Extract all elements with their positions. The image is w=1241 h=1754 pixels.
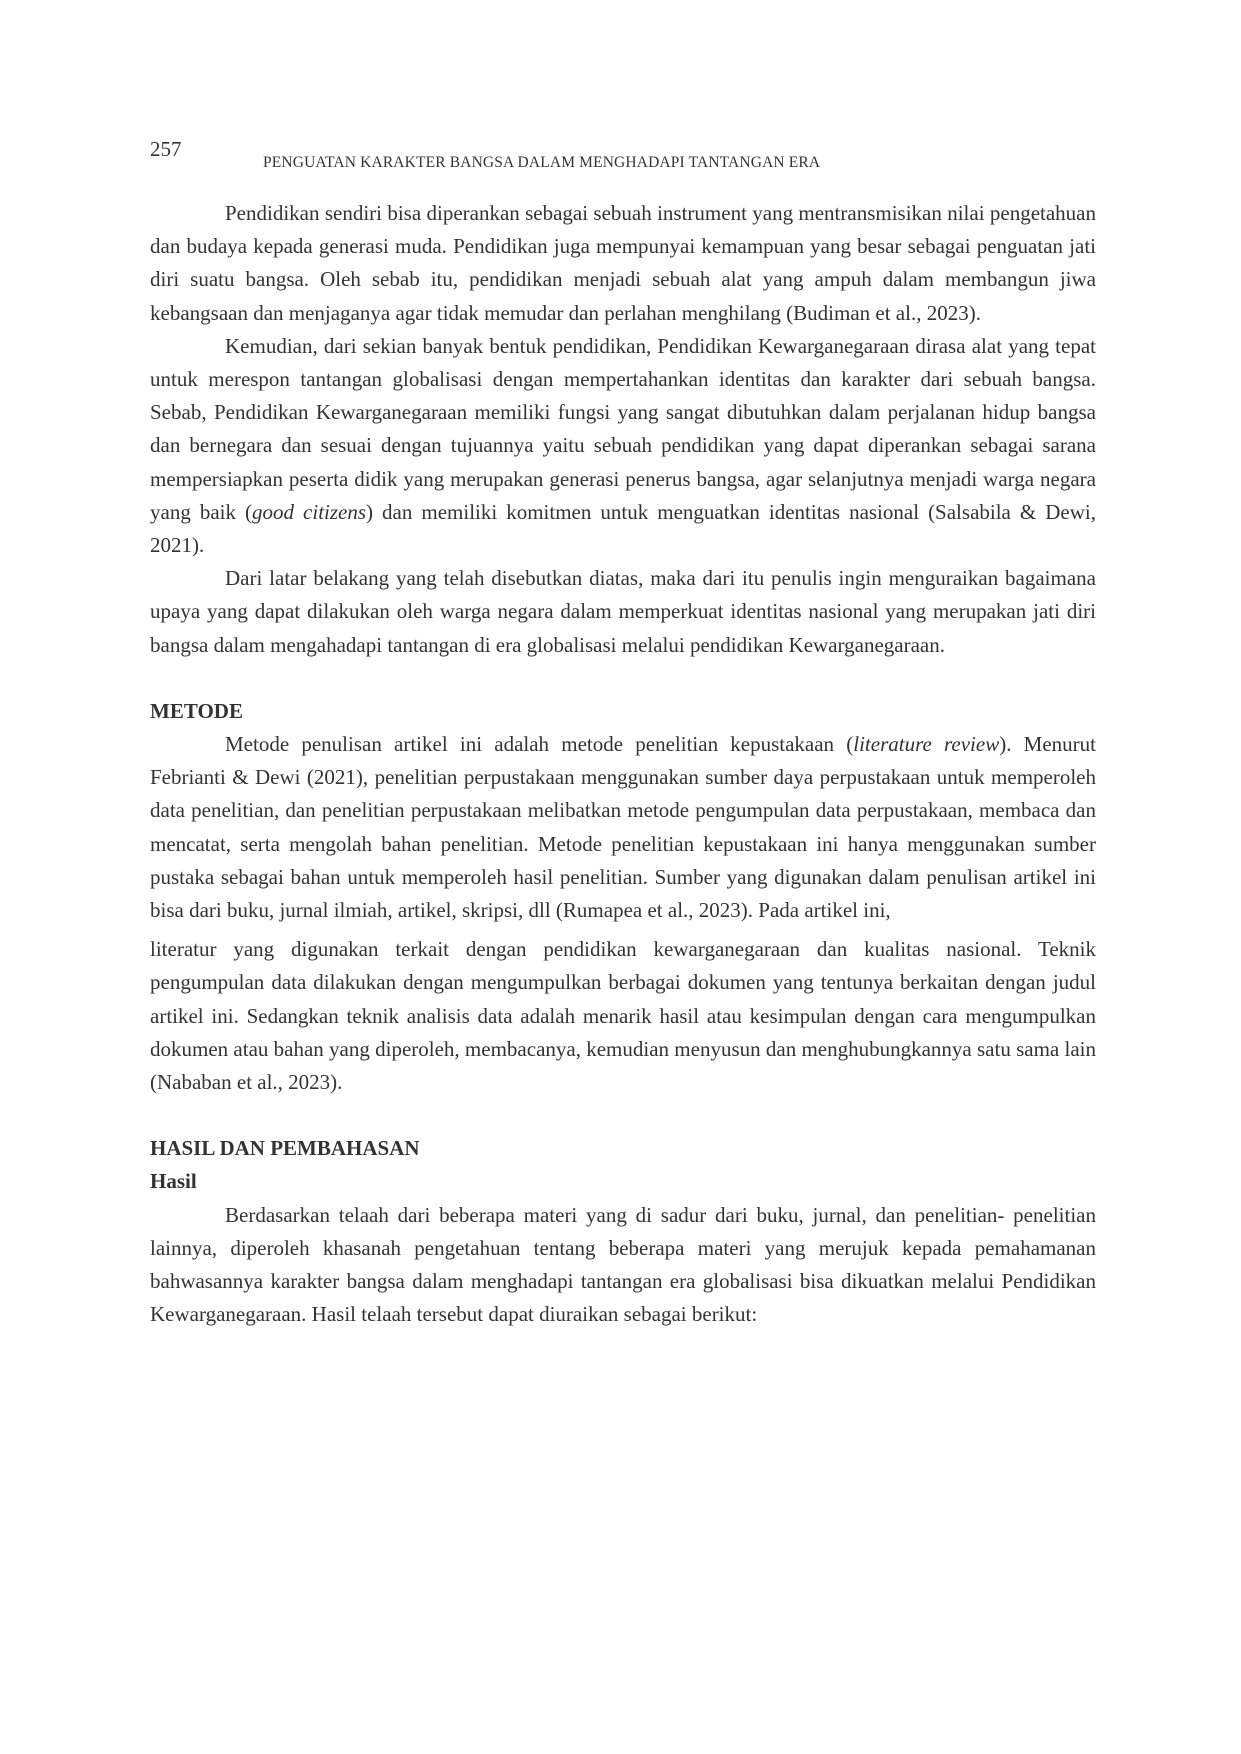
intro-paragraph-3: Dari latar belakang yang telah disebutkan diatas, maka dari itu penulis ingin menguraikan bagaimana upaya yang dapat dilakukan oleh warga negara dalam memperkuat identitas nasional yang merupakan jati diri bangsa dalam mengahadapi tantangan di era globalisasi melalui pendidikan Kewarganegaraan. bbox=[150, 566, 1096, 657]
metode-heading: METODE bbox=[150, 698, 243, 723]
intro-paragraph-2-text-b: ) dan memiliki komitmen untuk menguatkan identitas nasional (Salsabila & Dewi, 2021). bbox=[150, 499, 1096, 558]
metode-paragraph-1-text-b: ). Menurut Febrianti & Dewi (2021), penelitian perpustakaan menggunakan sumber daya perpustakaan untuk memperoleh data penelitian, dan penelitian perpustakaan melibatkan metode pengumpulan data perpustakaan, membaca dan mencatat, serta mengolah bahan penelitian. Metode penelitian kepustakaan ini hanya menggunakan sumber pustaka sebagai bahan untuk memperoleh hasil penelitian. Sumber yang digunakan dalam penulisan artikel ini bisa dari buku, jurnal ilmiah, artikel, skripsi, dll (Rumapea et al., 2023). Pada artikel ini, bbox=[150, 732, 1096, 923]
page-number: 257 bbox=[150, 137, 182, 161]
hasil-paragraph-1: Berdasarkan telaah dari beberapa materi yang di sadur dari buku, jurnal, dan penelitian- penelitian lainnya, diperoleh khasanah pengetahuan tentang beberapa materi yang merujuk kepada pemahamanan bahwasannya karakter bangsa dalam menghadapi tantangan era globalisasi bisa dikuatkan melalui Pendidikan Kewarganegaraan. Hasil telaah tersebut dapat diuraikan sebagai berikut: bbox=[150, 1202, 1096, 1327]
metode-paragraph-1 bbox=[150, 728, 1096, 927]
intro-paragraph-1: Pendidikan sendiri bisa diperankan sebagai sebuah instrument yang mentransmisikan nilai pengetahuan dan budaya kepada generasi muda. Pendidikan juga mempunyai kemampuan yang besar sebagai penguatan jati diri suatu bangsa. Oleh sebab itu, pendidikan menjadi sebuah alat yang ampuh dalam membangun jiwa kebangsaan dan menjaganya agar tidak memudar dan perlahan menghilang (Budiman et al., 2023). bbox=[150, 201, 1096, 325]
page-body bbox=[150, 197, 1096, 1332]
good-citizens-term: good citizens bbox=[252, 499, 367, 524]
running-header: PENGUATAN KARAKTER BANGSA DALAM MENGHADAPI TANTANGAN ERA bbox=[263, 154, 821, 171]
hasil-subheading: Hasil bbox=[150, 1169, 197, 1194]
hasil-pembahasan-heading: HASIL DAN PEMBAHASAN bbox=[150, 1136, 420, 1161]
literature-review-term: literature review bbox=[853, 732, 1000, 757]
metode-paragraph-1-text-a: Metode penulisan artikel ini adalah metode penelitian kepustakaan ( bbox=[225, 732, 854, 757]
metode-paragraph-1-continued: literatur yang digunakan terkait dengan pendidikan kewarganegaraan dan kualitas nasional. Teknik pengumpulan data dilakukan dengan mengumpulkan berbagai dokumen yang tentunya berkaitan dengan judul artikel ini. Sedangkan teknik analisis data adalah menarik hasil atau kesimpulan dengan cara mengumpulkan dokumen atau bahan yang diperoleh, membacanya, kemudian menyusun dan menghubungkannya satu sama lain (Nababan et al., 2023). bbox=[150, 937, 1096, 1095]
intro-paragraph-2-text-a: Kemudian, dari sekian banyak bentuk pendidikan, Pendidikan Kewarganegaraan dirasa alat yang tepat untuk merespon tantangan globalisasi dengan mempertahankan identitas dan karakter dari sebuah bangsa. Sebab, Pendidikan Kewarganegaraan memiliki fungsi yang sangat dibutuhkan dalam perjalanan hidup bangsa dan bernegara dan sesuai dengan tujuannya yaitu sebuah pendidikan yang dapat diperankan sebagai sarana mempersiapkan peserta didik yang merupakan generasi penerus bangsa, agar selanjutnya menjadi warga negara yang baik ( bbox=[150, 333, 1096, 524]
intro-paragraph-2 bbox=[150, 330, 1096, 562]
